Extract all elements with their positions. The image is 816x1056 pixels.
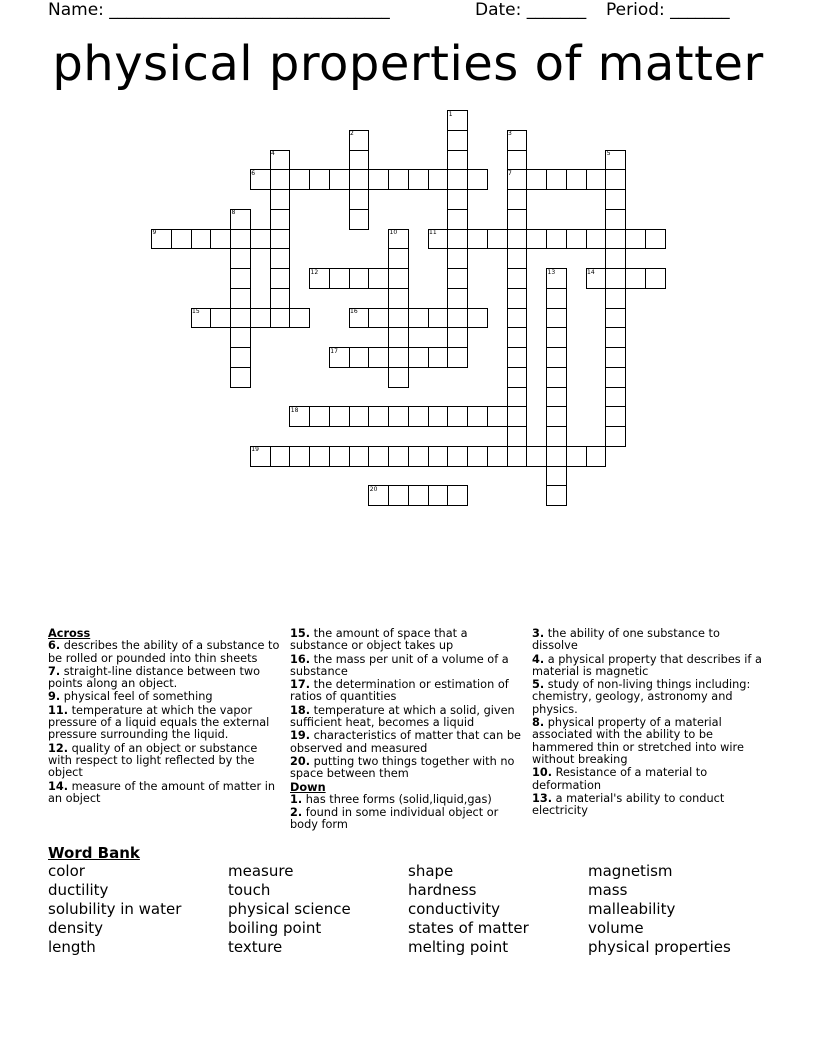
word-bank-item: density (48, 919, 103, 937)
clue-text: 3. the ability of one substance to dissolve (532, 627, 720, 653)
grid-cell[interactable] (447, 268, 468, 289)
grid-cell[interactable] (408, 308, 429, 329)
grid-cell[interactable] (546, 426, 567, 447)
grid-cell[interactable] (309, 169, 330, 190)
grid-cell[interactable] (270, 308, 291, 329)
word-bank-item: magnetism (588, 862, 673, 880)
grid-cell[interactable] (329, 446, 350, 467)
grid-cell[interactable] (388, 288, 409, 309)
grid-cell[interactable] (428, 169, 449, 190)
clue-number-label: 6 (251, 169, 256, 177)
grid-cell[interactable] (447, 150, 468, 171)
grid-cell[interactable] (586, 169, 607, 190)
grid-cell[interactable] (507, 288, 528, 309)
grid-cell[interactable] (408, 169, 429, 190)
grid-cell[interactable] (526, 169, 547, 190)
grid-cell[interactable] (171, 229, 192, 250)
clue-number-label: 13 (547, 268, 556, 276)
clue-text: 6. describes the ability of a substance to be rolled or pounded into thin sheets (48, 639, 280, 665)
word-bank-column (588, 862, 731, 957)
word-bank-item: mass (588, 881, 628, 899)
clue-number-label: 10 (389, 229, 398, 236)
grid-cell[interactable] (546, 485, 567, 506)
clue-number: 4. (532, 652, 545, 666)
clue-number: 13. (532, 791, 553, 805)
grid-cell[interactable] (605, 229, 626, 250)
grid-cell[interactable] (230, 268, 251, 289)
grid-cell[interactable] (289, 169, 310, 190)
grid-cell[interactable] (566, 229, 587, 250)
grid-cell[interactable] (270, 268, 291, 289)
grid-cell[interactable] (230, 367, 251, 388)
across-clues-col2 (290, 628, 522, 833)
grid-cell[interactable] (605, 406, 626, 427)
grid-cell[interactable] (507, 367, 528, 388)
clue-text: 11. temperature at which the vapor pressure of a liquid equals the external pressure surrounding the liquid. (48, 703, 270, 742)
grid-cell[interactable] (388, 446, 409, 467)
grid-cell[interactable] (230, 327, 251, 348)
clue-number: 10. (532, 766, 553, 780)
clue-number: 18. (290, 703, 311, 717)
grid-cell[interactable] (645, 268, 666, 289)
grid-cell[interactable] (605, 189, 626, 210)
grid-cell[interactable] (428, 308, 449, 329)
clue-text: 20. putting two things together with no space between them (290, 754, 515, 781)
grid-cell[interactable] (388, 367, 409, 388)
grid-cell[interactable] (546, 308, 567, 329)
word-bank-column (228, 862, 351, 957)
date-field[interactable]: Date: _______ (475, 0, 587, 20)
clue-text: 13. a material's ability to conduct electricity (532, 791, 725, 818)
grid-cell[interactable] (368, 347, 389, 368)
clue-number-label: 4 (271, 150, 275, 157)
grid-cell[interactable] (526, 446, 547, 467)
clue-number-label: 7 (508, 169, 512, 177)
clue-text: 5. study of non-living things including: chemistry, geology, astronomy and physics. (532, 678, 751, 716)
grid-cell[interactable] (605, 169, 626, 190)
grid-cell[interactable] (467, 308, 488, 329)
down-heading: Down (290, 780, 326, 794)
clue-text: 2. found in some individual object or body form (290, 806, 499, 832)
grid-cell[interactable] (546, 288, 567, 309)
grid-cell[interactable] (368, 446, 389, 467)
grid-cell[interactable] (467, 169, 488, 190)
grid-cell[interactable] (428, 446, 449, 467)
clue-number: 14. (48, 779, 69, 793)
page-title: physical properties of matter (52, 36, 764, 92)
period-field[interactable]: Period: _______ (606, 0, 730, 20)
clue-number-label: 8 (231, 209, 236, 217)
grid-cell[interactable] (270, 189, 291, 210)
word-bank-item: shape (408, 862, 454, 880)
grid-cell[interactable] (546, 347, 567, 368)
grid-cell[interactable] (447, 229, 468, 250)
clue-text: 15. the amount of space that a substance or object takes up (290, 627, 468, 653)
clue-number: 12. (48, 741, 69, 755)
clue-number-label: 20 (369, 485, 378, 493)
grid-cell[interactable] (447, 130, 468, 151)
grid-cell[interactable] (605, 387, 626, 408)
grid-cell[interactable] (605, 367, 626, 388)
grid-cell[interactable] (625, 229, 646, 250)
grid-cell[interactable] (586, 446, 607, 467)
grid-cell[interactable] (566, 169, 587, 190)
grid-cell[interactable] (507, 327, 528, 348)
grid-cell[interactable] (388, 327, 409, 348)
word-bank-column (48, 862, 181, 957)
grid-cell[interactable] (605, 209, 626, 230)
grid-cell[interactable] (428, 485, 449, 506)
clue-text: 1. has three forms (solid,liquid,gas) (290, 792, 492, 806)
grid-cell[interactable] (507, 248, 528, 269)
grid-cell[interactable] (546, 446, 567, 467)
clue-number: 6. (48, 639, 61, 653)
grid-cell[interactable] (270, 288, 291, 309)
word-bank-item: melting point (408, 938, 509, 956)
grid-cell[interactable] (447, 308, 468, 329)
clue-number-label: 15 (192, 308, 200, 315)
clue-text: 16. the mass per unit of a volume of a substance (290, 652, 509, 678)
clue-number: 5. (532, 678, 545, 692)
grid-cell[interactable] (467, 406, 488, 427)
grid-cell[interactable] (487, 229, 508, 250)
clue-number: 2. (290, 806, 303, 820)
grid-cell[interactable] (447, 327, 468, 348)
clue-number: 1. (290, 792, 303, 806)
grid-cell[interactable] (368, 406, 389, 427)
clue-text: 19. characteristics of matter that can be observed and measured (290, 729, 521, 755)
clue-number-label: 2 (350, 130, 354, 138)
across-clues-col1 (48, 628, 282, 806)
grid-cell[interactable] (546, 327, 567, 348)
clue-number: 11. (48, 703, 69, 717)
clue-number: 20. (290, 754, 311, 768)
grid-cell[interactable] (546, 229, 567, 250)
grid-cell[interactable] (507, 308, 528, 329)
clue-number-label: 17 (330, 347, 338, 355)
grid-cell[interactable] (428, 347, 449, 368)
grid-cell[interactable] (605, 308, 626, 329)
grid-cell[interactable] (605, 327, 626, 348)
grid-cell[interactable] (388, 485, 409, 506)
clue-text: 12. quality of an object or substance with respect to light reflected by the object (48, 741, 258, 780)
grid-cell[interactable] (447, 209, 468, 230)
grid-cell[interactable] (447, 347, 468, 368)
grid-cell[interactable] (349, 268, 370, 289)
grid-cell[interactable] (507, 268, 528, 289)
clue-number-label: 1 (448, 110, 453, 118)
grid-cell[interactable] (546, 406, 567, 427)
grid-cell[interactable] (329, 268, 350, 289)
down-clues-col3 (532, 628, 764, 818)
clue-number-label: 16 (350, 308, 358, 315)
grid-cell[interactable] (230, 347, 251, 368)
clue-text: 10. Resistance of a material to deformation (532, 766, 708, 792)
grid-cell[interactable] (270, 169, 291, 190)
clue-number: 3. (532, 627, 545, 640)
grid-cell[interactable] (546, 466, 567, 487)
grid-cell[interactable] (388, 268, 409, 289)
across-heading: Across (48, 627, 91, 640)
grid-cell[interactable] (250, 308, 271, 329)
grid-cell[interactable] (507, 347, 528, 368)
grid-cell[interactable] (388, 169, 409, 190)
grid-cell[interactable] (447, 189, 468, 210)
grid-cell[interactable] (250, 229, 271, 250)
word-bank-item: physical properties (588, 938, 731, 956)
grid-cell[interactable] (507, 229, 528, 250)
grid-cell[interactable] (507, 189, 528, 210)
grid-cell[interactable] (388, 248, 409, 269)
grid-cell[interactable] (329, 169, 350, 190)
grid-cell[interactable] (191, 229, 212, 250)
grid-cell[interactable] (546, 169, 567, 190)
grid-cell[interactable] (388, 406, 409, 427)
grid-cell[interactable] (388, 308, 409, 329)
clue-number: 19. (290, 729, 311, 743)
word-bank-item: texture (228, 938, 283, 956)
grid-cell[interactable] (645, 229, 666, 250)
grid-cell[interactable] (349, 347, 370, 368)
grid-cell[interactable] (349, 406, 370, 427)
grid-cell[interactable] (230, 288, 251, 309)
clue-number: 9. (48, 690, 61, 704)
word-bank-item: solubility in water (48, 900, 182, 918)
grid-cell[interactable] (566, 446, 587, 467)
grid-cell[interactable] (349, 150, 370, 171)
grid-cell[interactable] (349, 169, 370, 190)
grid-cell[interactable] (270, 229, 291, 250)
grid-cell[interactable] (289, 308, 310, 329)
word-bank-item: touch (228, 881, 271, 899)
grid-cell[interactable] (487, 406, 508, 427)
clue-text: 17. the determination or estimation of ratios of quantities (290, 678, 509, 704)
grid-cell[interactable] (270, 209, 291, 230)
grid-cell[interactable] (428, 406, 449, 427)
clue-text: 7. straight-line distance between two points along an object. (48, 664, 261, 691)
clue-number: 16. (290, 652, 311, 666)
grid-cell[interactable] (447, 406, 468, 427)
grid-cell[interactable] (210, 308, 231, 329)
grid-cell[interactable] (605, 288, 626, 309)
clue-number-label: 3 (508, 130, 512, 138)
word-bank-item: ductility (48, 881, 109, 899)
word-bank-item: malleability (588, 900, 676, 918)
word-bank-item: physical science (228, 900, 351, 918)
grid-cell[interactable] (447, 485, 468, 506)
grid-cell[interactable] (605, 347, 626, 368)
word-bank-item: hardness (408, 881, 477, 899)
grid-cell[interactable] (507, 150, 528, 171)
grid-cell[interactable] (408, 485, 429, 506)
grid-cell[interactable] (368, 169, 389, 190)
word-bank-title: Word Bank (48, 844, 140, 862)
grid-cell[interactable] (289, 446, 310, 467)
clue-number: 7. (48, 664, 61, 678)
grid-cell[interactable] (507, 387, 528, 408)
grid-cell[interactable] (230, 308, 251, 329)
grid-cell[interactable] (447, 248, 468, 269)
clue-number-label: 11 (429, 229, 437, 236)
grid-cell[interactable] (507, 406, 528, 427)
name-field[interactable]: Name: _________________________________ (48, 0, 390, 20)
grid-cell[interactable] (447, 169, 468, 190)
clue-number-label: 14 (587, 268, 595, 276)
clue-number-label: 18 (290, 406, 299, 414)
grid-cell[interactable] (447, 288, 468, 309)
grid-cell[interactable] (605, 268, 626, 289)
clue-number-label: 5 (606, 150, 611, 157)
grid-cell[interactable] (605, 426, 626, 447)
grid-cell[interactable] (487, 446, 508, 467)
grid-cell[interactable] (408, 406, 429, 427)
grid-cell[interactable] (230, 248, 251, 269)
grid-cell[interactable] (309, 406, 330, 427)
clue-text: 8. physical property of a material associated with the ability to be hammered thin or stretched into wire without breaking (532, 716, 744, 766)
grid-cell[interactable] (368, 268, 389, 289)
grid-cell[interactable] (349, 209, 370, 230)
clue-number-label: 9 (152, 229, 157, 236)
clue-text: 14. measure of the amount of matter in an object (48, 779, 276, 805)
clue-number-label: 12 (310, 268, 319, 276)
grid-cell[interactable] (605, 248, 626, 269)
word-bank-column (408, 862, 529, 957)
clue-text: 9. physical feel of something (48, 690, 213, 704)
grid-cell[interactable] (230, 229, 251, 250)
grid-cell[interactable] (546, 387, 567, 408)
grid-cell[interactable] (408, 347, 429, 368)
grid-cell[interactable] (368, 308, 389, 329)
grid-cell[interactable] (349, 189, 370, 210)
clue-number: 17. (290, 678, 311, 692)
word-bank-item: states of matter (408, 919, 529, 937)
grid-cell[interactable] (507, 209, 528, 230)
grid-cell[interactable] (586, 229, 607, 250)
grid-cell[interactable] (546, 367, 567, 388)
clue-text: 4. a physical property that describes if a material is magnetic (532, 652, 762, 678)
grid-cell[interactable] (467, 446, 488, 467)
grid-cell[interactable] (388, 347, 409, 368)
grid-cell[interactable] (408, 446, 429, 467)
grid-cell[interactable] (526, 229, 547, 250)
grid-cell[interactable] (507, 446, 528, 467)
grid-cell[interactable] (270, 446, 291, 467)
grid-cell[interactable] (349, 446, 370, 467)
grid-cell[interactable] (309, 446, 330, 467)
clue-number: 8. (532, 716, 545, 730)
word-bank-item: color (48, 862, 85, 880)
grid-cell[interactable] (467, 229, 488, 250)
word-bank-item: conductivity (408, 900, 501, 918)
grid-cell[interactable] (329, 406, 350, 427)
clue-text: 18. temperature at which a solid, given sufficient heat, becomes a liquid (290, 703, 515, 730)
grid-cell[interactable] (507, 426, 528, 447)
grid-cell[interactable] (270, 248, 291, 269)
clue-number-label: 19 (251, 446, 259, 454)
word-bank-item: boiling point (228, 919, 322, 937)
word-bank-item: length (48, 938, 96, 956)
clue-number: 15. (290, 627, 311, 640)
grid-cell[interactable] (447, 446, 468, 467)
word-bank-item: volume (588, 919, 644, 937)
grid-cell[interactable] (210, 229, 231, 250)
word-bank-item: measure (228, 862, 294, 880)
grid-cell[interactable] (625, 268, 646, 289)
